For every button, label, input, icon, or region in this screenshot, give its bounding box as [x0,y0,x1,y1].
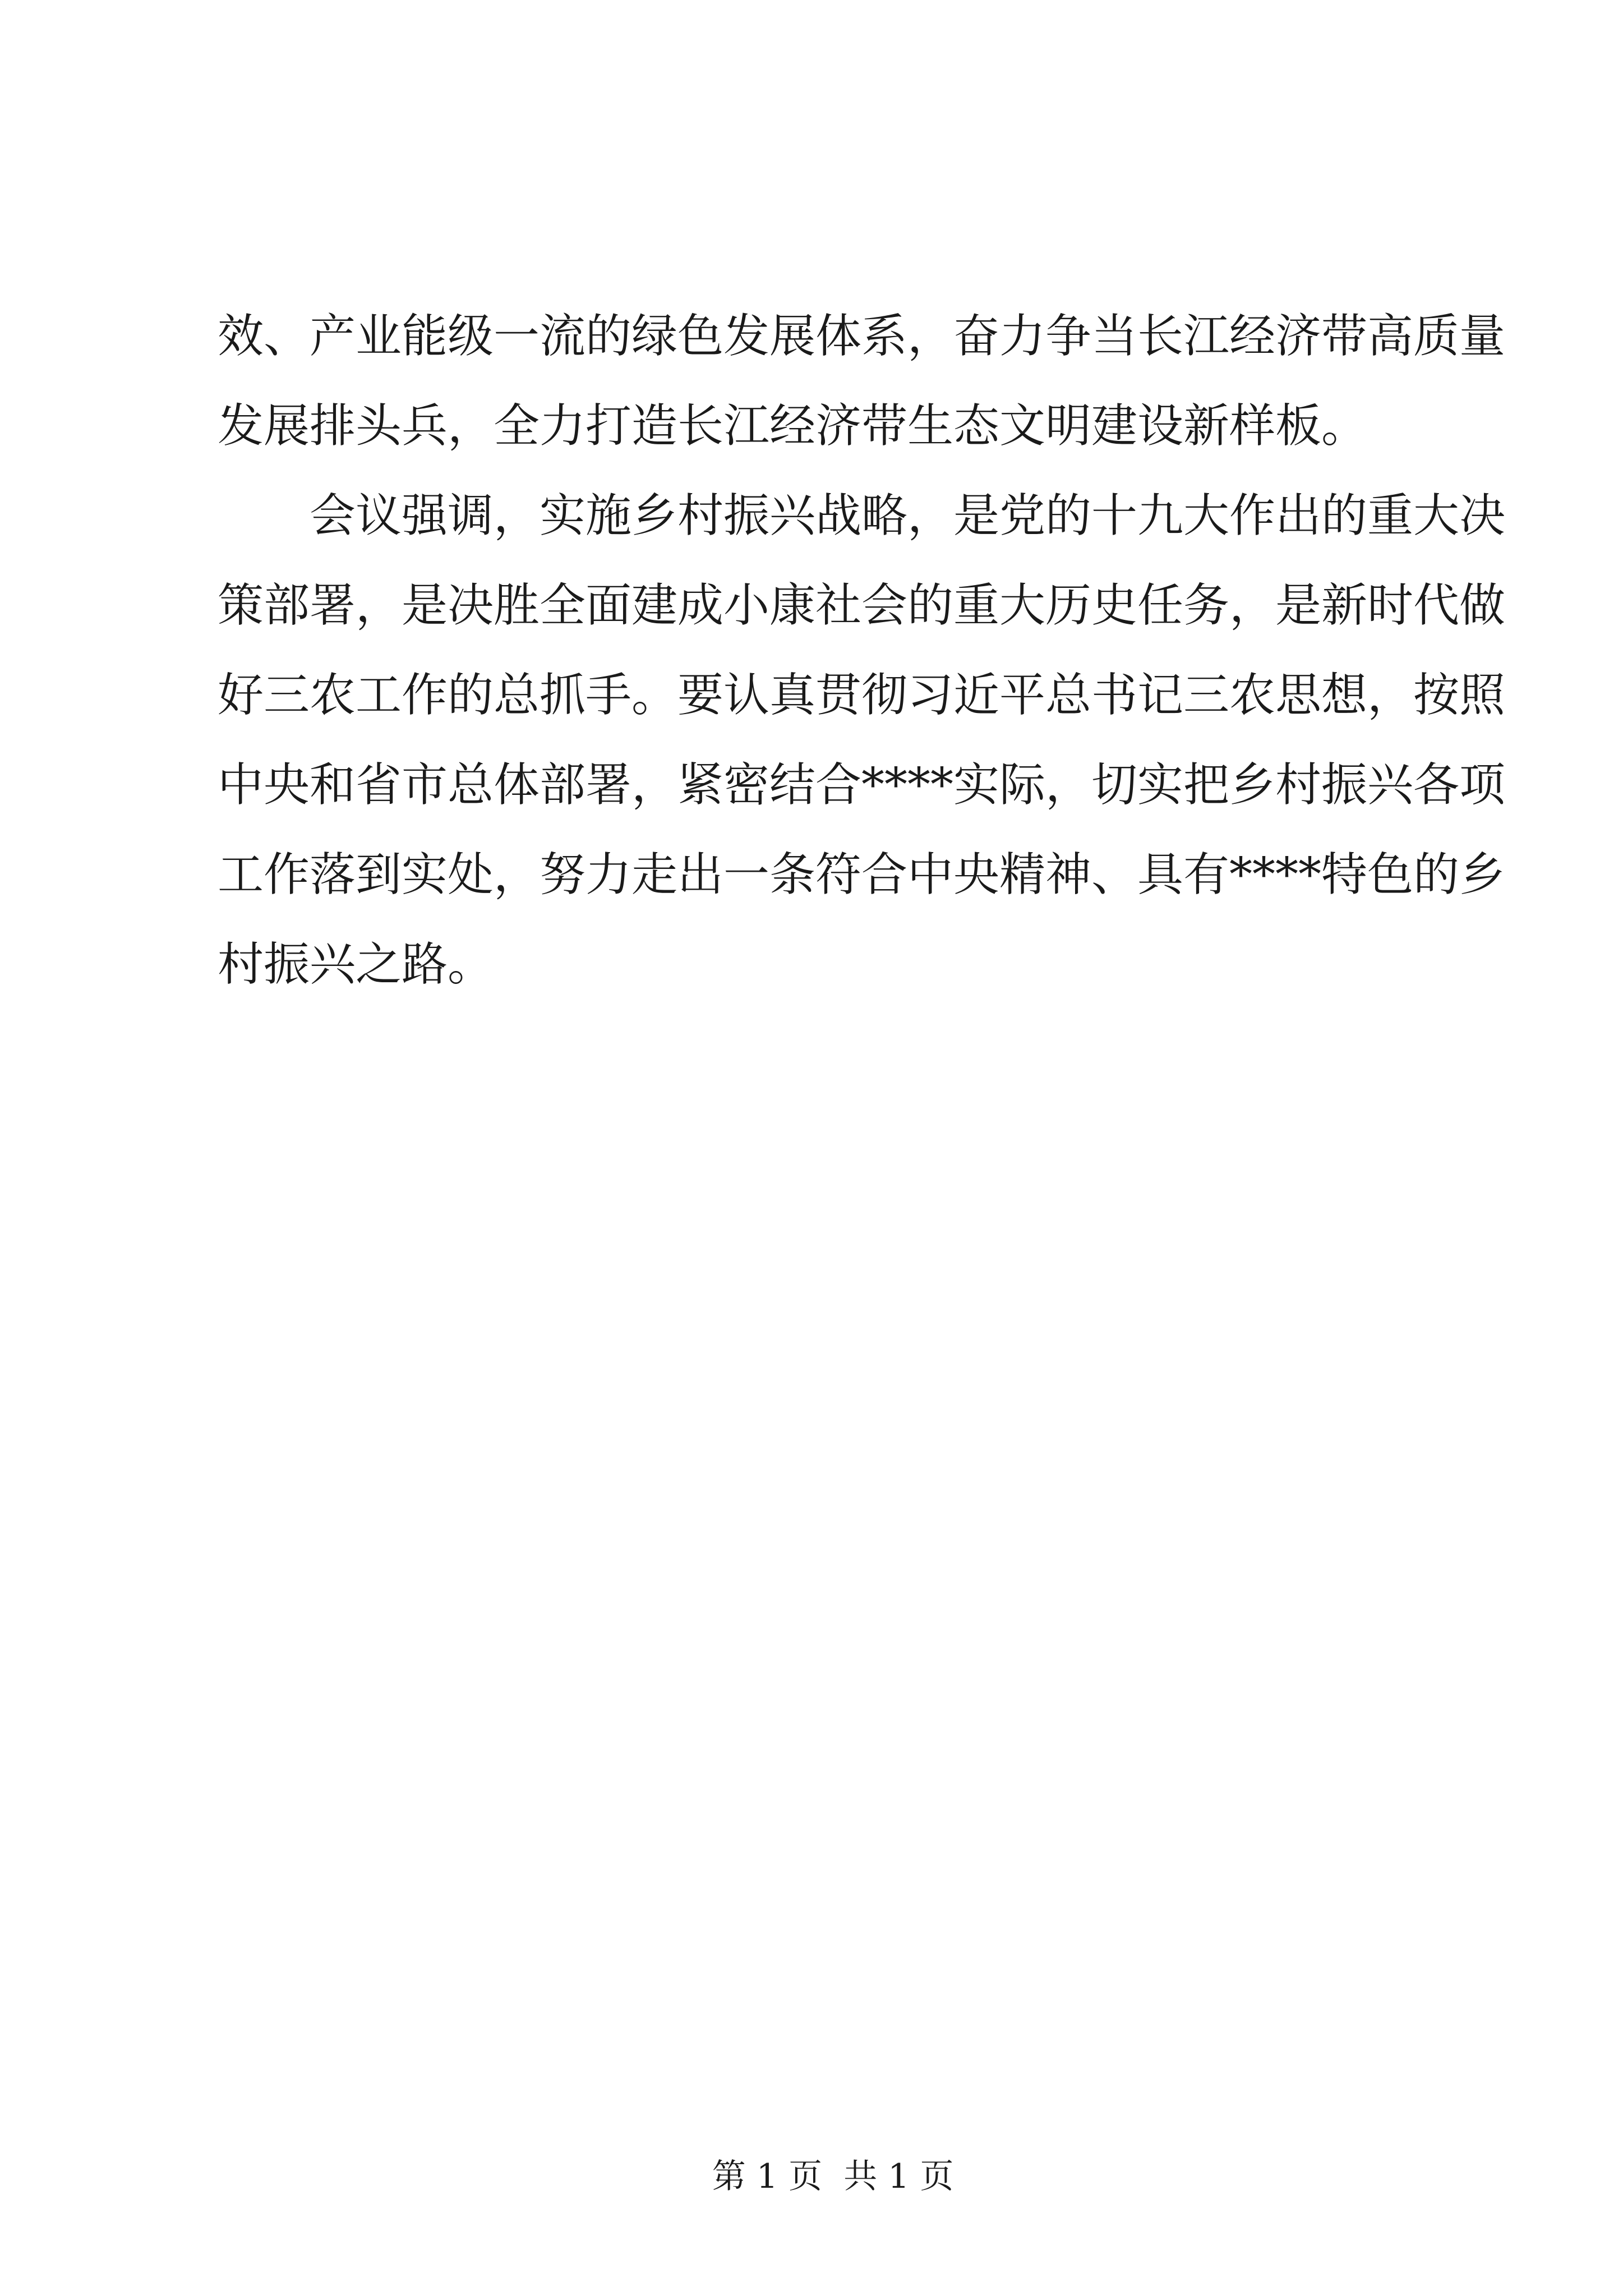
paragraph-1 [218,292,1506,471]
text-line: 中央和省市总体部署，紧密结合****实际，切实把乡村振兴各项 [218,758,1506,812]
page-number-label: 第 1 页 共 1 页 [712,2157,954,2196]
text-line: 会议强调，实施乡村振兴战略，是党的十九大作出的重大决 [310,489,1506,542]
text-line: 工作落到实处，努力走出一条符合中央精神、具有****特色的乡 [218,848,1506,901]
paragraph-2 [218,471,1506,1010]
text-line: 发展排头兵，全力打造长江经济带生态文明建设新样板。 [218,399,1368,453]
text-line: 村振兴之路。 [218,938,494,991]
text-line: 好三农工作的总抓手。要认真贯彻习近平总书记三农思想，按照 [218,669,1506,722]
page-footer [0,2109,1623,2244]
text-line: 策部署，是决胜全面建成小康社会的重大历史任务，是新时代做 [218,579,1506,632]
text-line: 效、产业能级一流的绿色发展体系，奋力争当长江经济带高质量 [218,310,1506,363]
document-body [218,292,1506,1010]
